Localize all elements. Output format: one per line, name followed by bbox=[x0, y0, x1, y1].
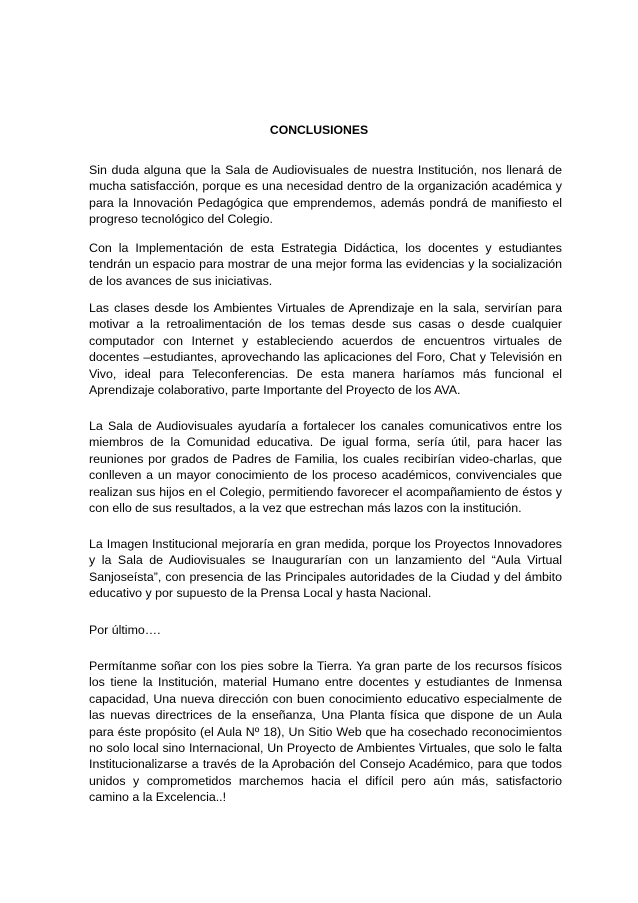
paragraph-1: Sin duda alguna que la Sala de Audiovisuales de nuestra Institución, nos llenará de mucha satisfacción, porque es una necesidad dentro de la organización académica y para la Innovación Pedagógica que emprendemos, además pondrá de manifiesto el progreso tecnológico del Colegio. bbox=[89, 163, 562, 227]
paragraph-6: Por último…. bbox=[89, 623, 161, 637]
paragraph-4: La Sala de Audiovisuales ayudaría a fortalecer los canales comunicativos entre los miembros de la Comunidad educativa. De igual forma, sería útil, para hacer las reuniones por grados de Padres de Familia, los cuales recibirían video-charlas, que conlleven a un mayor conocimiento de los proceso académicos, convivenciales que realizan sus hijos en el Colegio, permitiendo favorecer el acompañamiento de éstos y con ello de sus resultados, a la vez que estrechan más lazos con la institución. bbox=[89, 419, 562, 516]
paragraph-7: Permítanme soñar con los pies sobre la Tierra. Ya gran parte de los recursos físicos los tiene la Institución, material Humano entre docentes y estudiantes de Inmensa capacidad, Una nueva dirección con buen conocimiento educativo especialmente de las nuevas directrices de la enseñanza, Una Planta física que dispone de un Aula para éste propósito (el Aula Nº 18), Un Sitio Web que ha cosechado reconocimientos no solo local sino Internacional, Un Proyecto de Ambientes Virtuales, que solo le falta Institucionalizarse a través de la Aprobación del Consejo Académico, para que todos unidos y comprometidos marchemos hacia el difícil pero aún más, satisfactorio camino a la Excelencia..! bbox=[89, 659, 562, 805]
paragraph-2: Con la Implementación de esta Estrategia Didáctica, los docentes y estudiantes tendrán un espacio para mostrar de una mejor forma las evidencias y la socialización de los avances de sus iniciativas. bbox=[89, 241, 562, 288]
document-title: CONCLUSIONES bbox=[269, 123, 369, 137]
paragraph-5: La Imagen Institucional mejoraría en gran medida, porque los Proyectos Innovadores y la Sala de Audiovisuales se Inaugurarían con un lanzamiento del “Aula Virtual Sanjoseísta”, con presencia de las Principales autoridades de la Ciudad y del ámbito educativo y por supuesto de la Prensa Local y hasta Nacional. bbox=[89, 537, 562, 601]
paragraph-3: Las clases desde los Ambientes Virtuales de Aprendizaje en la sala, servirían para motivar a la retroalimentación de los temas desde sus casas o desde cualquier computador con Internet y estableciendo acuerdos de encuentros virtuales de docentes –estudiantes, aprovechando las aplicaciones del Foro, Chat y Televisión en Vivo, ideal para Teleconferencias. De esta manera haríamos más funcional el Aprendizaje colaborativo, parte Importante del Proyecto de los AVA. bbox=[89, 301, 562, 398]
